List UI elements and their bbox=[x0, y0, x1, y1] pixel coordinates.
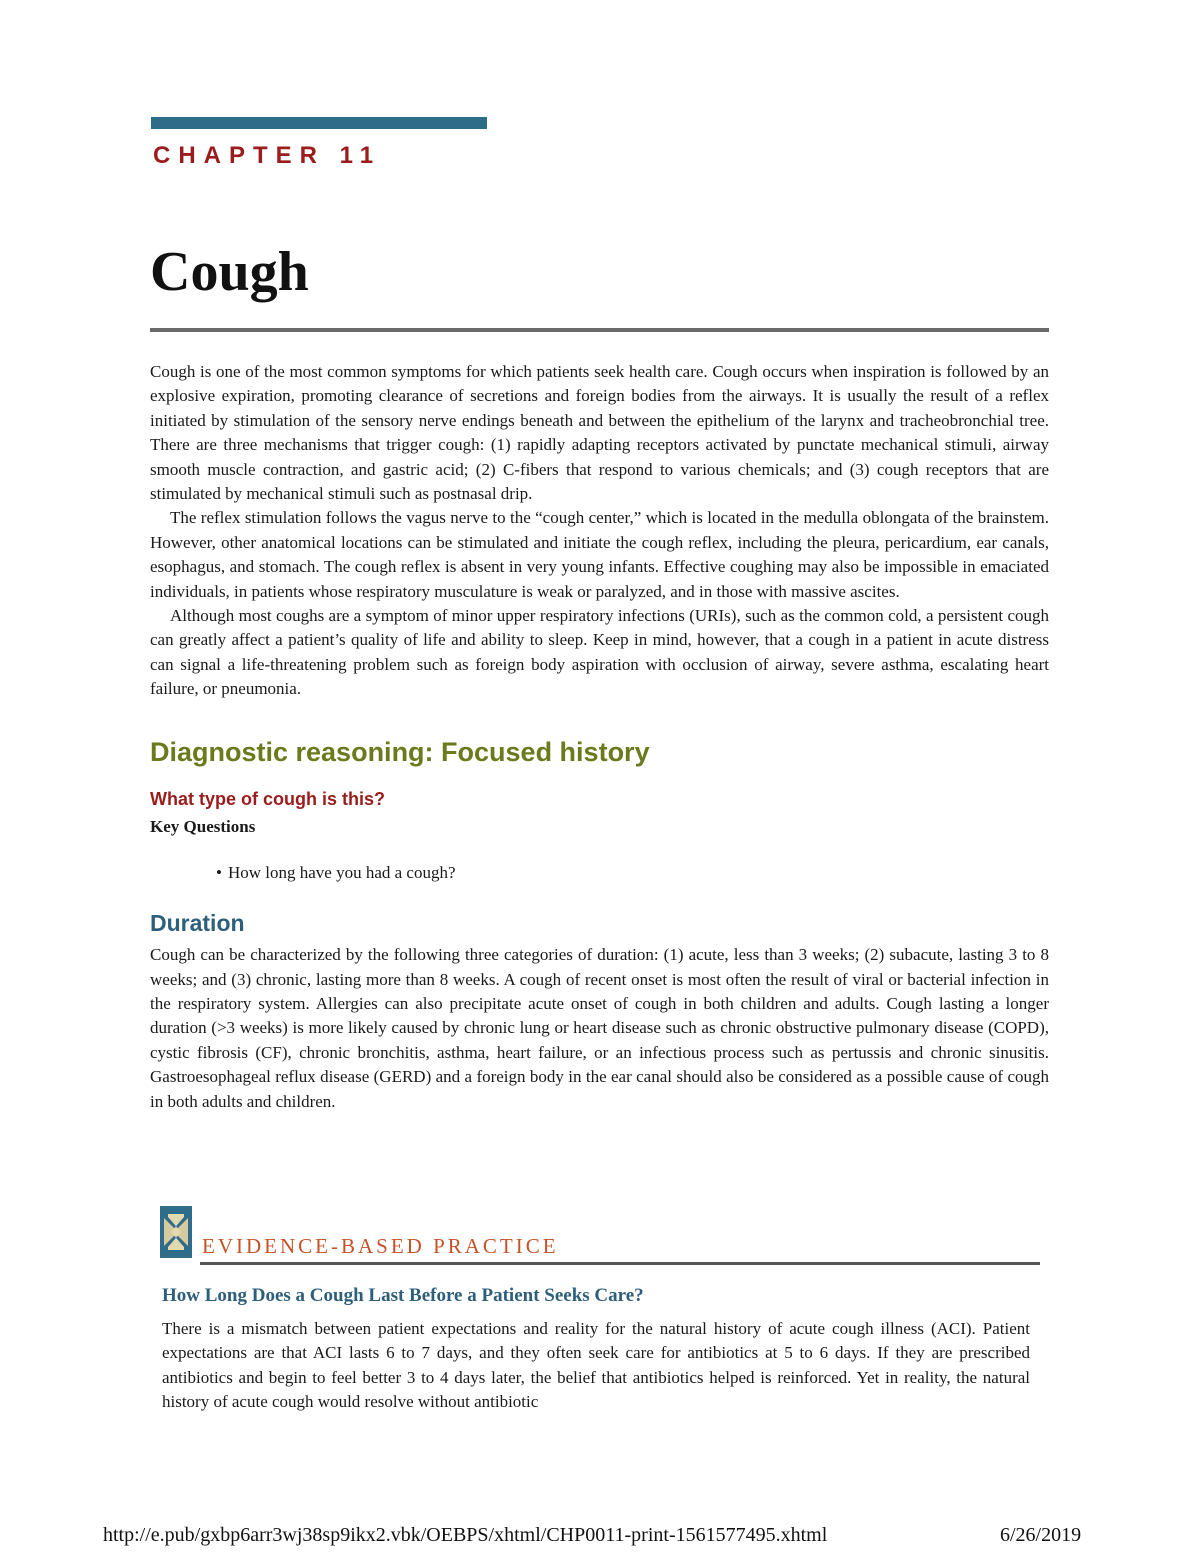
ebp-title: EVIDENCE-BASED PRACTICE bbox=[202, 1234, 559, 1258]
duration-heading: Duration bbox=[150, 910, 245, 937]
ebp-header bbox=[160, 1206, 1040, 1264]
key-questions-list bbox=[216, 861, 1049, 885]
chapter-accent-bar bbox=[151, 117, 487, 129]
duration-paragraph: Cough can be characterized by the following three categories of duration: (1) acute, less than 3 weeks; (2) subacute, lasting 3 to 8 weeks; and (3) chronic, lasting more than 8 weeks. A cough of recent onset is most often the result of viral or bacterial infection in the respiratory system. Allergies can also precipitate acute onset of cough in both children and adults. Cough lasting a longer duration (>3 weeks) is more likely caused by chronic lung or heart disease such as chronic obstructive pulmonary disease (COPD), cystic fibrosis (CF), chronic bronchitis, asthma, heart failure, or an infectious process such as pertussis and chronic sinusitis. Gastroesophageal reflux disease (GERD) and a foreign body in the ear canal should also be considered as a possible cause of cough in both adults and children. bbox=[150, 945, 1049, 1111]
evidence-based-practice-box bbox=[160, 1206, 1040, 1414]
list-item bbox=[216, 861, 1049, 885]
ebp-paragraph: There is a mismatch between patient expectations and reality for the natural history of acute cough illness (ACI). Patient expectations are that ACI lasts 6 to 7 days, and they often seek care for antibiotics at 5 to 6 days. If they are prescribed antibiotics and begin to feel better 3 to 4 days later, the belief that antibiotics helped is reinforced. Yet in reality, the natural history of acute cough would resolve without antibiotic bbox=[162, 1318, 1030, 1411]
main-content bbox=[150, 360, 1049, 1114]
title-rule bbox=[150, 328, 1049, 332]
chapter-label: CHAPTER 11 bbox=[153, 142, 382, 169]
key-questions-label: Key Questions bbox=[150, 817, 256, 837]
ebp-subheading: How Long Does a Cough Last Before a Patient Seeks Care? bbox=[162, 1285, 644, 1306]
ebp-rule bbox=[200, 1262, 1040, 1265]
evidence-based-practice-icon bbox=[160, 1206, 192, 1258]
list-item-text: How long have you had a cough? bbox=[227, 863, 456, 883]
footer-date: 6/26/2019 bbox=[1000, 1524, 1082, 1546]
intro-paragraph-1: Cough is one of the most common symptoms for which patients seek health care. Cough occurs when inspiration is followed by an explosive expiration, promoting clearance of secretions and foreign bodies from the airways. It is usually the result of a reflex initiated by stimulation of the sensory nerve endings beneath and between the epithelium of the larynx and tracheobronchial tree. There are three mechanisms that trigger cough: (1) rapidly adapting receptors activated by punctate mechanical stimuli, airway smooth muscle contraction, and gastric acid; (2) C-fibers that respond to various chemicals; and (3) cough receptors that are stimulated by mechanical stimuli such as postnasal drip. bbox=[150, 362, 1049, 504]
chapter-title: Cough bbox=[150, 241, 309, 303]
diagnostic-heading: Diagnostic reasoning: Focused history bbox=[150, 736, 650, 767]
bullet-icon: • bbox=[216, 863, 222, 883]
footer-url: http://e.pub/gxbp6arr3wj38sp9ikx2.vbk/OEBPS/xhtml/CHP0011-print-1561577495.xhtml bbox=[103, 1524, 828, 1546]
intro-paragraph-3: Although most coughs are a symptom of minor upper respiratory infections (URIs), such as the common cold, a persistent cough can greatly affect a patient’s quality of life and ability to sleep. Keep in mind, however, that a cough in a patient in acute distress can signal a life-threatening problem such as foreign body aspiration with occlusion of airway, severe asthma, escalating heart failure, or pneumonia. bbox=[150, 606, 1049, 699]
cough-type-question: What type of cough is this? bbox=[150, 789, 385, 810]
intro-paragraph-2: The reflex stimulation follows the vagus nerve to the “cough center,” which is located in the medulla oblongata of the brainstem. However, other anatomical locations can be stimulated and initiate the cough reflex, including the pleura, pericardium, ear canals, esophagus, and stomach. The cough reflex is absent in very young infants. Effective coughing may also be impossible in emaciated individuals, in patients whose respiratory musculature is weak or paralyzed, and in those with massive ascites. bbox=[150, 508, 1049, 601]
